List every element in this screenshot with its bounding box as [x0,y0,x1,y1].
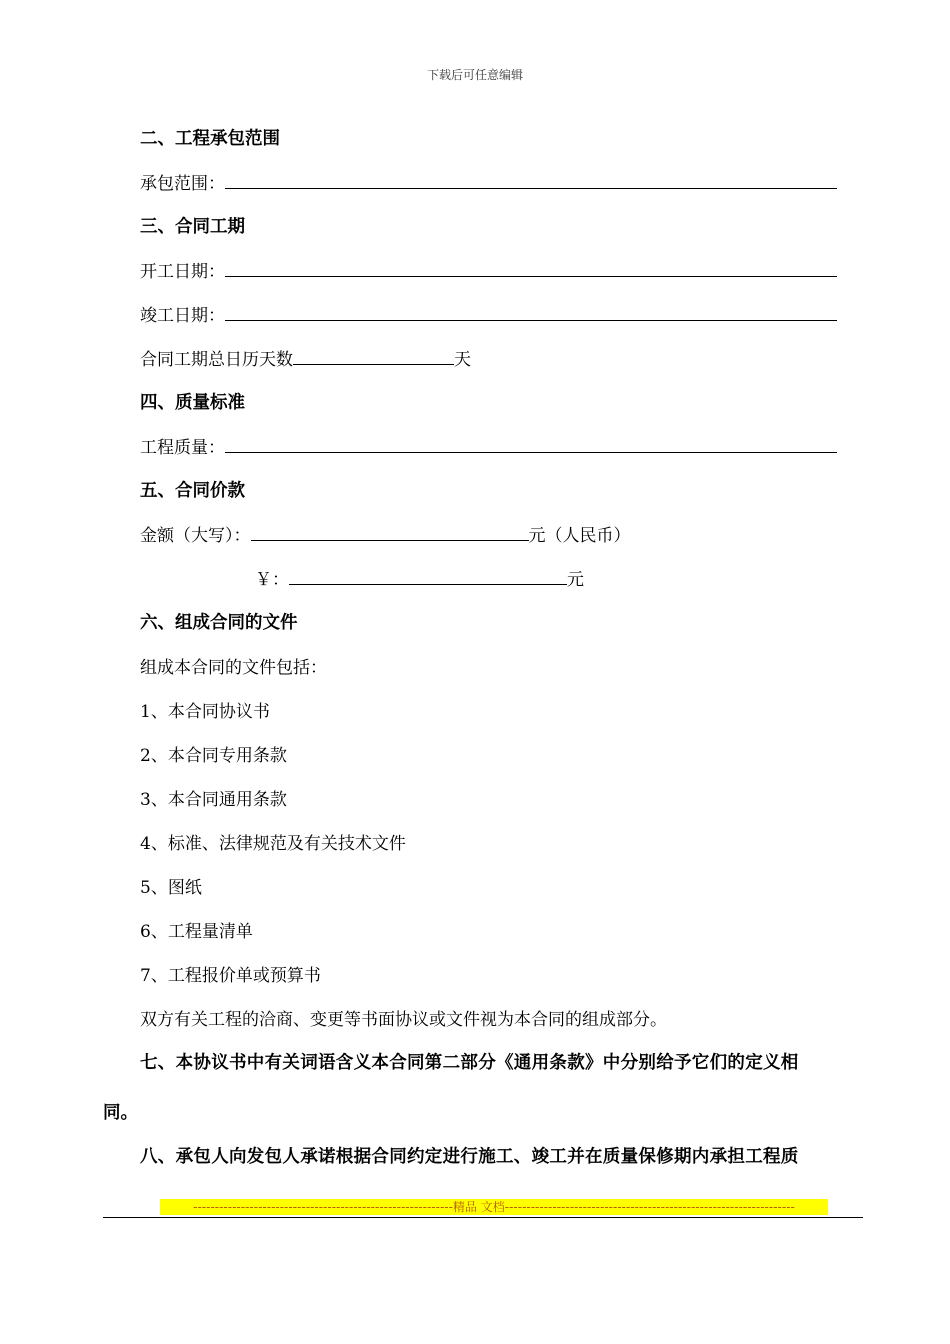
scope-blank [225,174,837,189]
document-item-7: 7、工程报价单或预算书 [140,966,321,986]
section-7-line-2: 同。 [103,1103,138,1123]
amount-row [140,521,631,546]
total-days-unit: 天 [454,350,471,370]
document-item-3: 3、本合同通用条款 [140,790,287,810]
section-4-title: 四、质量标准 [140,393,245,413]
documents-intro: 组成本合同的文件包括： [140,658,327,678]
start-date-row [140,257,837,282]
total-days-blank [293,350,454,365]
quality-label: 工程质量： [140,438,225,458]
total-days-label: 合同工期总日历天数 [140,350,293,370]
document-item-6: 6、工程量清单 [140,922,253,942]
footer-rule [103,1217,863,1218]
end-date-blank [225,306,837,321]
yen-row [255,565,584,590]
section-8-line-1: 八、承包人向发包人承诺根据合同约定进行施工、竣工并在质量保修期内承担工程质 [140,1147,799,1167]
section-2-title: 二、工程承包范围 [140,129,280,149]
footer-banner: ------------------------------------------------------------精品 文档------------------------------------------------------------------- [160,1199,828,1215]
section-6-title: 六、组成合同的文件 [140,613,298,633]
amount-unit: 元（人民币） [528,526,631,546]
end-date-label: 竣工日期： [140,306,225,326]
section-5-title: 五、合同价款 [140,481,245,501]
scope-row [140,169,837,194]
yen-label: ￥： [255,570,289,590]
document-item-4: 4、标准、法律规范及有关技术文件 [140,834,406,854]
section-7-line-1: 七、本协议书中有关词语含义本合同第二部分《通用条款》中分别给予它们的定义相 [140,1053,799,1073]
quality-blank [225,438,837,453]
documents-note: 双方有关工程的洽商、变更等书面协议或文件视为本合同的组成部分。 [140,1010,667,1030]
amount-label: 金额（大写）： [140,526,251,546]
start-date-blank [225,262,837,277]
total-days-row [140,345,471,370]
yen-unit: 元 [567,570,584,590]
page-header-note: 下载后可任意编辑 [426,68,523,82]
amount-blank [251,526,529,541]
document-item-5: 5、图纸 [140,878,202,898]
end-date-row [140,301,837,326]
yen-blank [289,570,567,585]
start-date-label: 开工日期： [140,262,225,282]
quality-row [140,433,837,458]
document-item-2: 2、本合同专用条款 [140,746,287,766]
scope-label: 承包范围： [140,174,225,194]
document-item-1: 1、本合同协议书 [140,702,270,722]
section-3-title: 三、合同工期 [140,217,245,237]
